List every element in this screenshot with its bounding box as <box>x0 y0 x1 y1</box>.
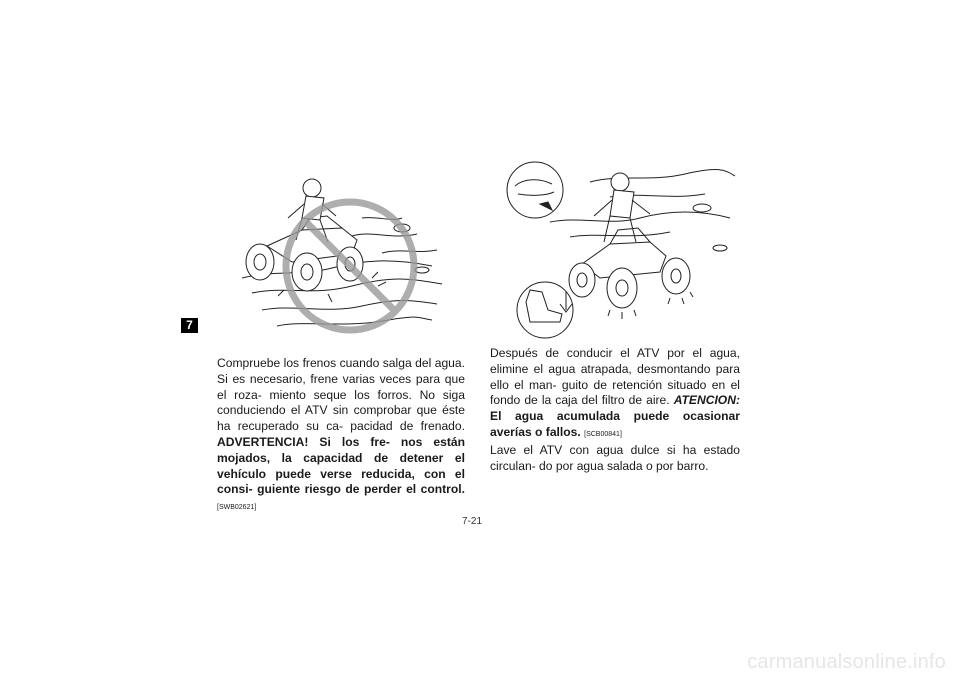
atv-water-prohibited-illustration <box>232 158 454 346</box>
caution-label: ATENCION: <box>673 393 740 408</box>
brake-check-paragraph <box>217 356 465 516</box>
drain-water-text: Después de conducir el ATV por el agua, elimine el agua atrapada, desmontando para ello el man- guito de retención situado en el fondo de la caja del filtro de aire. <box>490 346 740 408</box>
page-number: 7-21 <box>462 516 483 527</box>
chapter-tab: 7 <box>181 318 198 333</box>
warning-text: ADVERTENCIA! Si los fre- nos están mojados, la capacidad de detener el vehículo puede verse reducida, con el consi- guiente riesgo de perder el control. <box>217 434 465 497</box>
atv-brake-after-water-illustration <box>490 152 738 344</box>
wash-atv-paragraph: Lave el ATV con agua dulce si ha estado circulan- do por agua salada o por barro. <box>490 442 740 473</box>
left-text-column <box>217 356 465 516</box>
drain-water-paragraph <box>490 346 740 443</box>
warning-code: [SWB02621] <box>217 504 257 512</box>
watermark: carmanualsonline.info <box>747 651 946 673</box>
caution-text: El agua acumulada puede ocasionar averías o fallos. <box>490 409 740 439</box>
brake-check-text: Compruebe los frenos cuando salga del agua. Si es necesario, frene varias veces para que el roza- miento seque los forros. No siga conduciendo el ATV sin comprobar que éste ha recuperado su ca- pacidad de frenado. <box>217 356 465 434</box>
right-text-column <box>490 346 740 474</box>
caution-code: [SCB00841] <box>584 430 622 438</box>
atv-braking-in-water-icon <box>490 152 738 344</box>
prohibition-atv-water-icon <box>232 158 454 346</box>
